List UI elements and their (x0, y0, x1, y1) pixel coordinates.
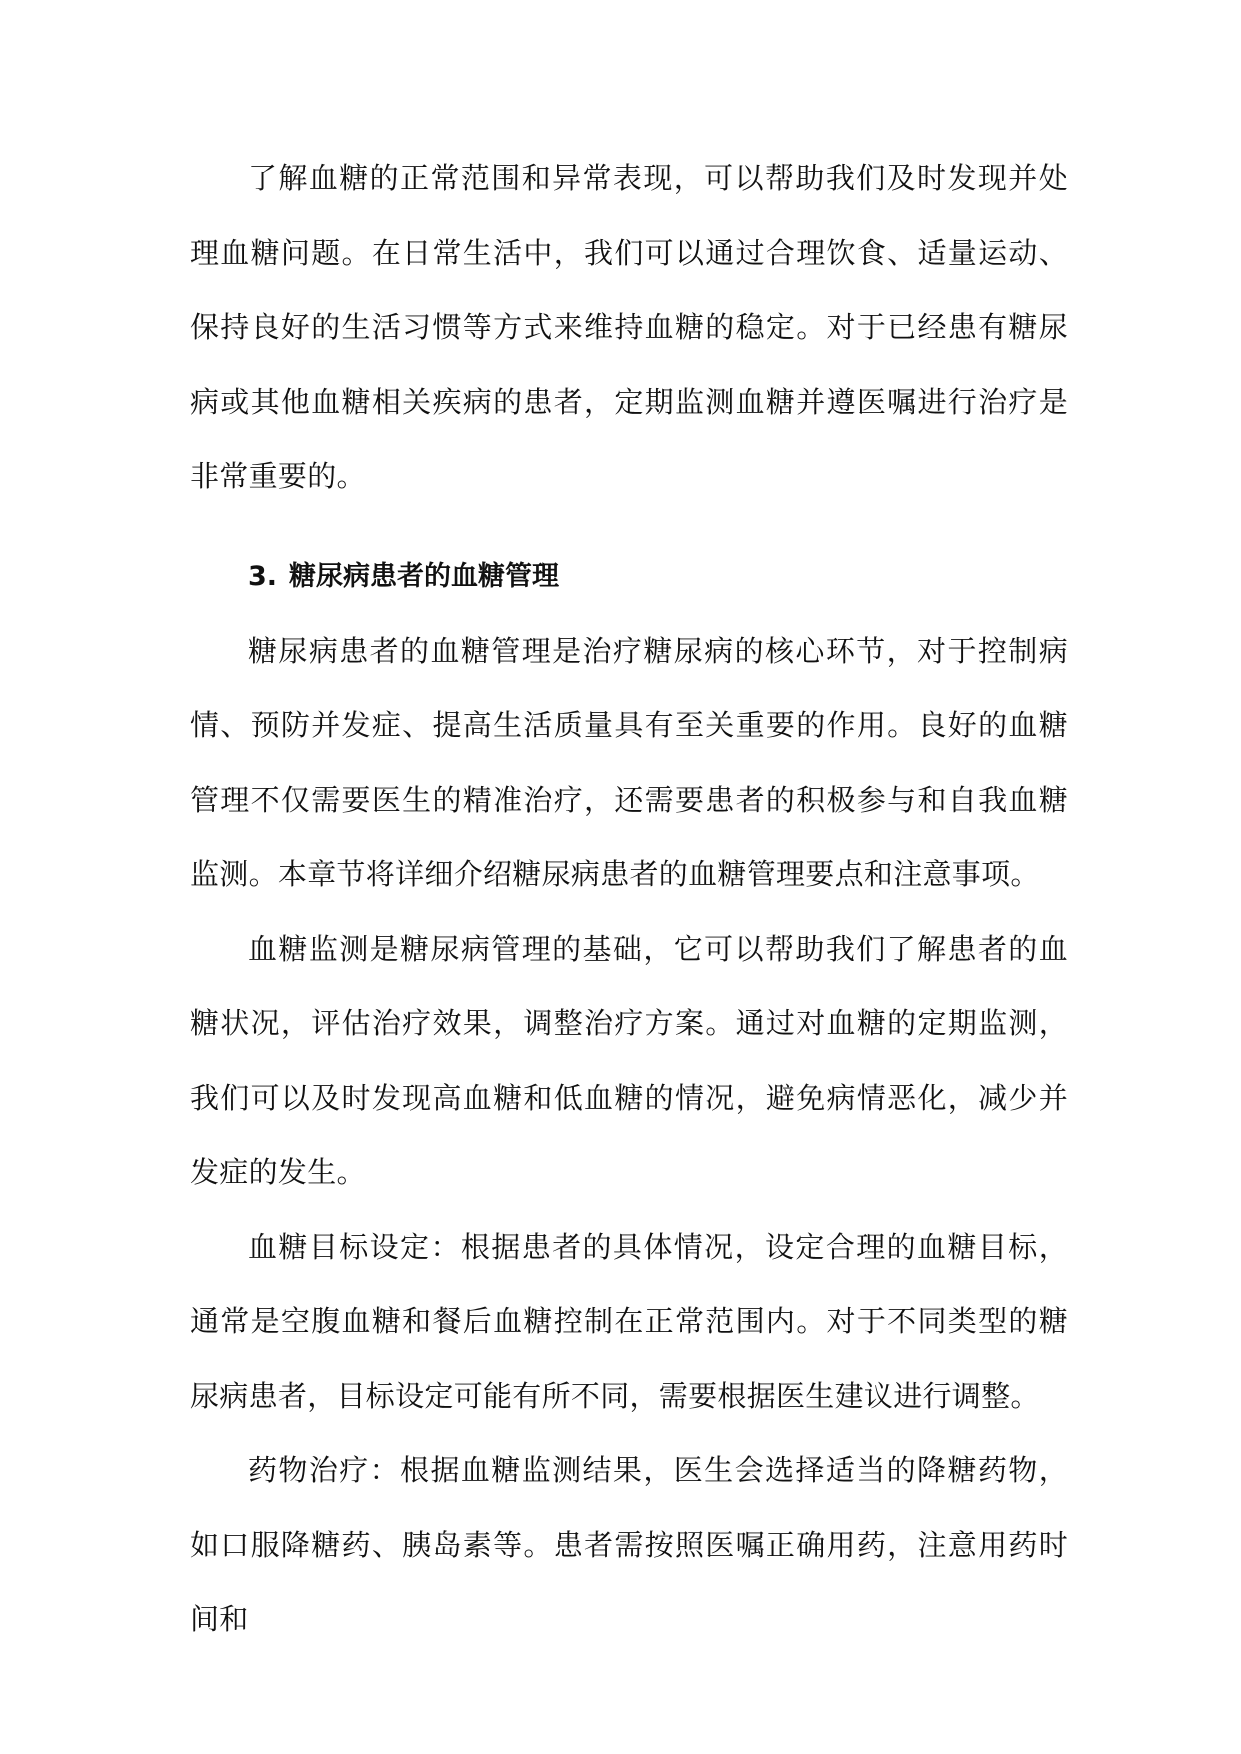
section-number: 3. (248, 560, 278, 592)
paragraph-monitoring: 血糖监测是糖尿病管理的基础，它可以帮助我们了解患者的血糖状况，评估治疗效果，调整治疗方案。通过对血糖的定期监测，我们可以及时发现高血糖和低血糖的情况，避免病情恶化，减少并发症的发生。 (190, 931, 1068, 1189)
document-body (190, 141, 1068, 1657)
paragraph-medication: 药物治疗：根据血糖监测结果，医生会选择适当的降糖药物，如口服降糖药、胰岛素等。患者需按照医嘱正确用药，注意用药时间和 (190, 1453, 1068, 1636)
paragraph-blood-sugar-intro: 了解血糖的正常范围和异常表现，可以帮助我们及时发现并处理血糖问题。在日常生活中，我们可以通过合理饮食、适量运动、保持良好的生活习惯等方式来维持血糖的稳定。对于已经患有糖尿病或其他血糖相关疾病的患者，定期监测血糖并遵医嘱进行治疗是非常重要的。 (190, 161, 1068, 493)
paragraph-management-overview: 糖尿病患者的血糖管理是治疗糖尿病的核心环节，对于控制病情、预防并发症、提高生活质量具有至关重要的作用。良好的血糖管理不仅需要医生的精准治疗，还需要患者的积极参与和自我血糖监测。本章节将详细介绍糖尿病患者的血糖管理要点和注意事项。 (190, 633, 1068, 891)
section-heading (190, 514, 1068, 614)
section-title: 糖尿病患者的血糖管理 (289, 560, 560, 592)
paragraph-target-setting: 血糖目标设定：根据患者的具体情况，设定合理的血糖目标，通常是空腹血糖和餐后血糖控制在正常范围内。对于不同类型的糖尿病患者，目标设定可能有所不同，需要根据医生建议进行调整。 (190, 1229, 1068, 1413)
